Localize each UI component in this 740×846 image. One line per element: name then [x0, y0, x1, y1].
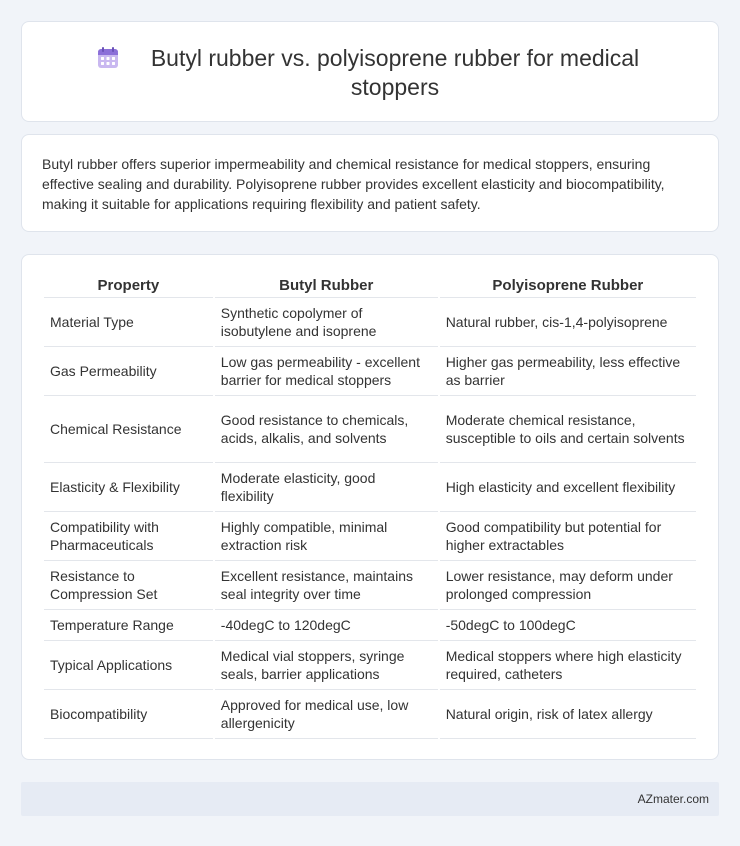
butyl-cell: Highly compatible, minimal extraction risk: [215, 512, 438, 561]
property-cell: Gas Permeability: [44, 347, 213, 396]
table-header-row: [44, 273, 696, 298]
summary-card: [21, 134, 719, 232]
polyisoprene-cell: Lower resistance, may deform under prolonged compression: [440, 561, 696, 610]
table-row: [44, 512, 696, 561]
property-cell: Chemical Resistance: [44, 396, 213, 463]
property-cell: Resistance to Compression Set: [44, 561, 213, 610]
header-polyisoprene: Polyisoprene Rubber: [440, 273, 696, 298]
property-cell: Biocompatibility: [44, 690, 213, 739]
polyisoprene-cell: Medical stoppers where high elasticity required, catheters: [440, 641, 696, 690]
property-cell: Temperature Range: [44, 610, 213, 641]
footer-bar: [21, 782, 719, 816]
polyisoprene-cell: Higher gas permeability, less effective as barrier: [440, 347, 696, 396]
header-property: Property: [44, 273, 213, 298]
table-row: [44, 690, 696, 739]
butyl-cell: Approved for medical use, low allergenicity: [215, 690, 438, 739]
polyisoprene-cell: Moderate chemical resistance, susceptible to oils and certain solvents: [440, 396, 696, 463]
property-cell: Elasticity & Flexibility: [44, 463, 213, 512]
comparison-table: [42, 273, 698, 739]
table-row: [44, 561, 696, 610]
table-row: [44, 298, 696, 347]
property-cell: Compatibility with Pharmaceuticals: [44, 512, 213, 561]
polyisoprene-cell: Good compatibility but potential for higher extractables: [440, 512, 696, 561]
footer-brand-link[interactable]: AZmater.com: [637, 792, 709, 806]
table-row: [44, 396, 696, 463]
comparison-card: [21, 254, 719, 760]
summary-text: Butyl rubber offers superior impermeability and chemical resistance for medical stoppers, ensuring effective sealing and durability. Polyisoprene rubber provides excellent elasticity and biocompatibility, making it suitable for applications requiring flexibility and patient safety.: [42, 156, 665, 212]
header-butyl: Butyl Rubber: [215, 273, 438, 298]
butyl-cell: Synthetic copolymer of isobutylene and isoprene: [215, 298, 438, 347]
butyl-cell: Excellent resistance, maintains seal integrity over time: [215, 561, 438, 610]
butyl-cell: Low gas permeability - excellent barrier for medical stoppers: [215, 347, 438, 396]
butyl-cell: Medical vial stoppers, syringe seals, barrier applications: [215, 641, 438, 690]
property-cell: Material Type: [44, 298, 213, 347]
property-cell: Typical Applications: [44, 641, 213, 690]
table-row: [44, 610, 696, 641]
polyisoprene-cell: Natural origin, risk of latex allergy: [440, 690, 696, 739]
butyl-cell: Good resistance to chemicals, acids, alkalis, and solvents: [215, 396, 438, 463]
table-row: [44, 463, 696, 512]
table-row: [44, 347, 696, 396]
title-card: [21, 21, 719, 122]
polyisoprene-cell: High elasticity and excellent flexibility: [440, 463, 696, 512]
table-row: [44, 641, 696, 690]
polyisoprene-cell: -50degC to 100degC: [440, 610, 696, 641]
butyl-cell: Moderate elasticity, good flexibility: [215, 463, 438, 512]
butyl-cell: -40degC to 120degC: [215, 610, 438, 641]
polyisoprene-cell: Natural rubber, cis-1,4-polyisoprene: [440, 298, 696, 347]
page-title: Butyl rubber vs. polyisoprene rubber for medical stoppers: [150, 45, 640, 100]
